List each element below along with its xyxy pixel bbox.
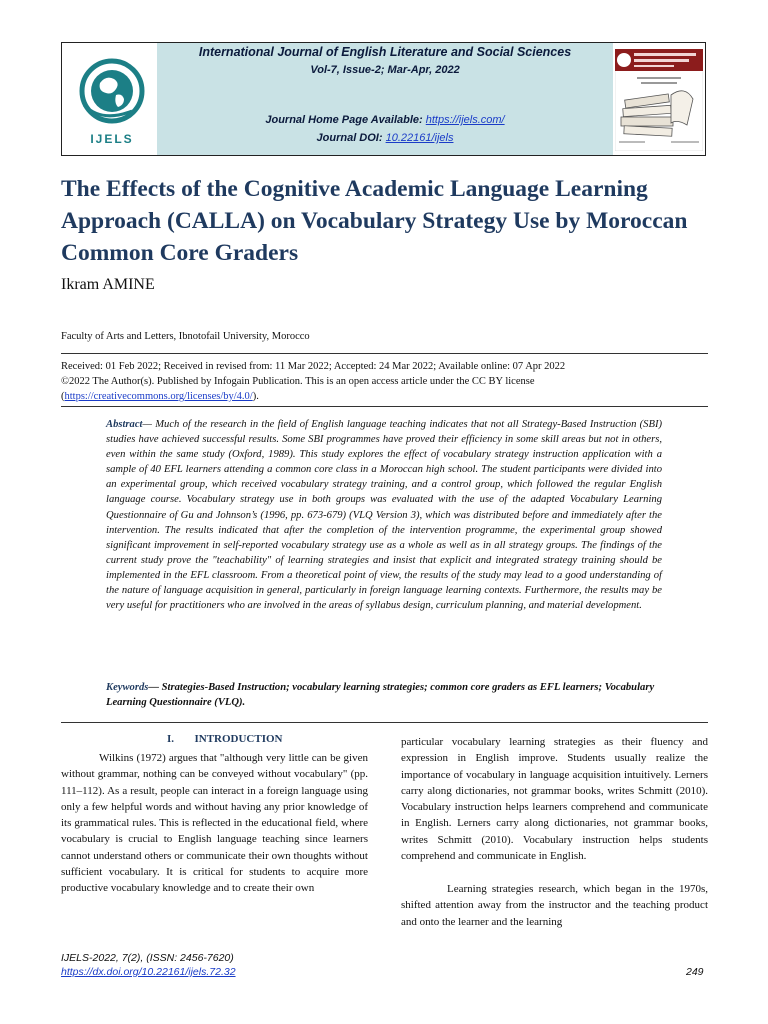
- journal-name: International Journal of English Literature and Social Sciences: [198, 45, 572, 59]
- page-number: 249: [686, 966, 704, 978]
- section-title: INTRODUCTION: [194, 733, 283, 745]
- globe-icon: [70, 53, 154, 149]
- journal-cover-image: [615, 49, 703, 151]
- divider: [61, 722, 708, 723]
- abstract-label: Abstract: [106, 419, 143, 430]
- homepage-label: Journal Home Page Available:: [265, 114, 423, 126]
- doi-line: [157, 132, 613, 144]
- divider: [61, 353, 708, 354]
- copyright-notice: ©2022 The Author(s). Published by Infogain Publication. This is an open access article under the CC BY license: [61, 376, 535, 387]
- intro-paragraph-2: particular vocabulary learning strategies as their fluency and expression in English improve. Students usually realize the importance of vocabulary in language acquisition intuitively. Lerners carry along dictionaries, not grammar books, writes Schmitt (2010). Vocabulary instruction helps learners comprehend and communicate in English. Lerners carry along dictionaries, not grammar books, writes Schmitt (2010). Vocabulary instruction helps students comprehend and communicate in English.: [401, 736, 708, 863]
- keywords: [106, 680, 662, 710]
- journal-header: [61, 42, 706, 156]
- journal-logo: [70, 53, 154, 149]
- volume-issue: Vol-7, Issue-2; Mar-Apr, 2022: [310, 64, 460, 76]
- author-affiliation: Faculty of Arts and Letters, Ibnotofail University, Morocco: [61, 331, 310, 342]
- author-name: Ikram AMINE: [61, 276, 155, 293]
- abstract-text: — Much of the research in the field of English language teaching indicates that not all Strategy-Based Instruction (SBI) studies have achieved successful results. Some SBI programmes have proved their efficiency in some skill areas but not in others, even within the same study (Oxford, 1989). This study explores the effect of vocabulary strategy instruction application with a sample of 40 EFL learners attending a common core class in a Moroccan high school. The student participants were divided into an experimental group, which received vocabulary strategy training, and a control group, which followed the regular English language course. Vocabulary strategy use in both groups was evaluated with the use of the adapted Vocabulary Learning Questionnaire of Gu and Johnson’s (1996, pp. 673-679) (VLQ Version 3), which was distributed before and immediately after the intervention. The results indicated that after the completion of the intervention programme, the experimental group showed significant improvement in self-reported vocabulary strategy use as a whole as well as in all strategy groups. The findings of the current study prove the "teachability" of learning strategies and insist that explicit and integrated strategy training should be implemented in the EFL classroom. From a theoretical point of view, the results of the study may lead to a good understanding of the nature of language acquisition in general, particularly in foreign language learning contexts. Furthermore, the results may be very useful for practitioners who are involved in the areas of syllabus design, curriculum planning, and material development.: [106, 419, 662, 612]
- books-cover-icon: [615, 49, 703, 151]
- doi-link[interactable]: 10.22161/ijels: [385, 132, 454, 144]
- license-link[interactable]: https://creativecommons.org/licenses/by/4.0/: [64, 391, 253, 402]
- keywords-label: Keywords: [106, 682, 149, 693]
- section-number: I.: [166, 733, 174, 745]
- article-title: The Effects of the Cognitive Academic Language Learning Approach (CALLA) on Vocabulary Strategy Use by Moroccan Common Core Graders: [61, 176, 688, 266]
- logo-text: IJELS: [90, 132, 134, 146]
- keywords-text: — Strategies-Based Instruction; vocabulary learning strategies; common core graders as EFL learners; Vocabulary Learning Questionnaire (VLQ).: [106, 682, 655, 708]
- abstract: [106, 417, 662, 613]
- journal-info-band: [157, 43, 613, 155]
- intro-paragraph-1: Wilkins (1972) argues that "although very little can be given without grammar, nothing can be conveyed without vocabulary" (pp. 111–112). As a result, people can interact in a foreign language using only a few helpful words and without having any prior knowledge of its grammatical rules. This is reflected in the educational field, where vocabulary is crucial to English language teaching since learners cannot understand others or communicate their own thoughts without sufficient vocabulary. It is critical for students to acquire more productive vocabulary knowledge and to create their own: [61, 752, 368, 895]
- footer-citation: IJELS-2022, 7(2), (ISSN: 2456-7620): [61, 952, 234, 964]
- article-dates: Received: 01 Feb 2022; Received in revised from: 11 Mar 2022; Accepted: 24 Mar 2022; Available online: 07 Apr 2022: [61, 361, 566, 372]
- homepage-line: [157, 114, 613, 126]
- intro-paragraph-3: Learning strategies research, which began in the 1970s, shifted attention away from the instructor and the teaching product and onto the learner and the learning: [401, 883, 708, 928]
- doi-label: Journal DOI:: [316, 132, 383, 144]
- divider: [61, 406, 708, 407]
- homepage-link[interactable]: https://ijels.com/: [425, 114, 505, 126]
- section-heading: [61, 733, 368, 745]
- article-meta: [61, 359, 706, 404]
- license-line: (https://creativecommons.org/licenses/by/4.0/).: [61, 391, 259, 402]
- footer-doi-link[interactable]: https://dx.doi.org/10.22161/ijels.72.32: [61, 966, 236, 978]
